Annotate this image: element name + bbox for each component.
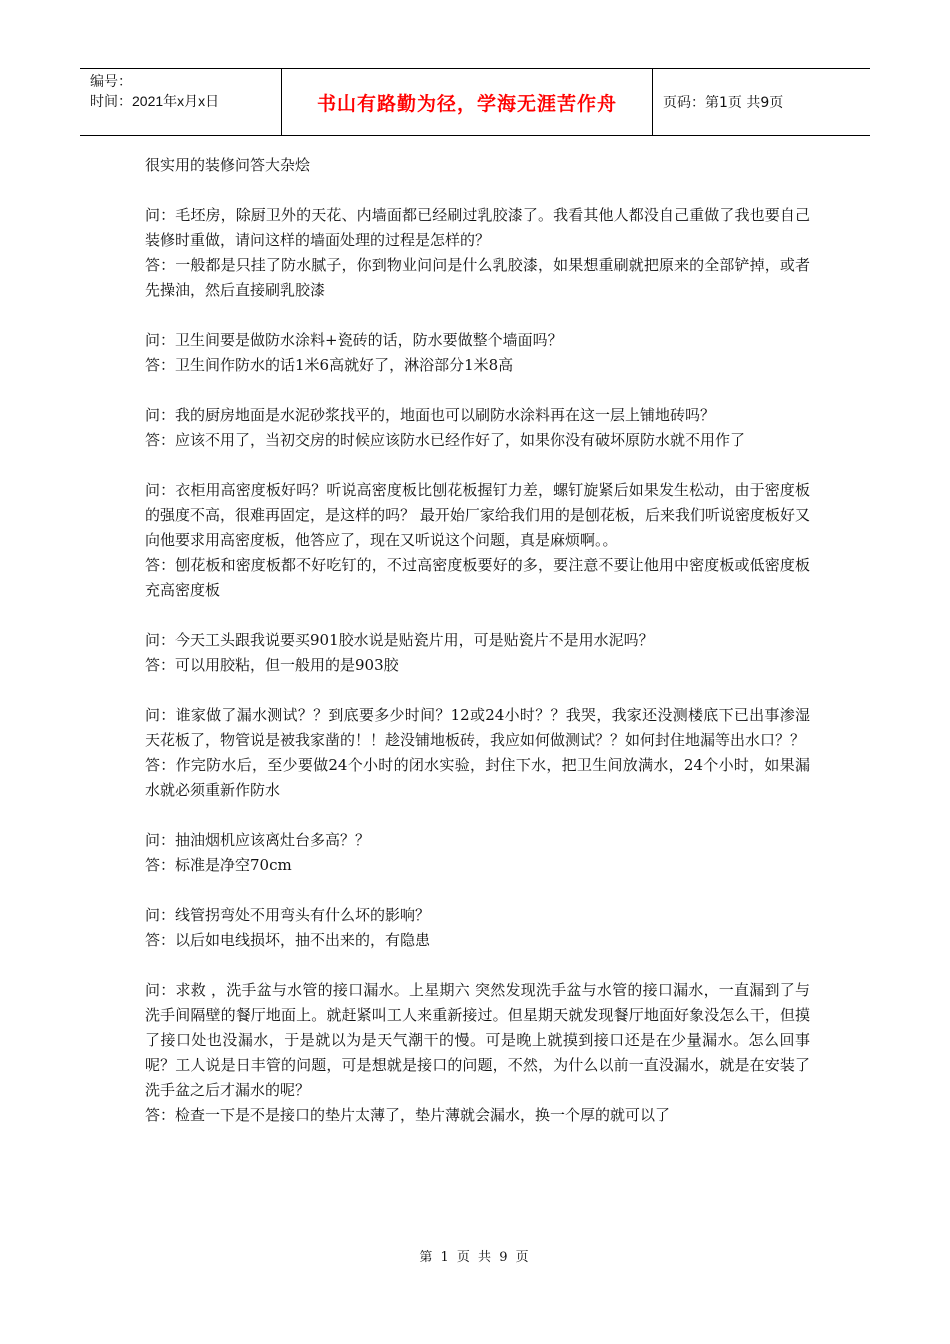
answer: 答：刨花板和密度板都不好吃钉的，不过高密度板要好的多，要注意不要让他用中密度板或低密度板充高密度板 bbox=[145, 556, 810, 599]
time-label: 时间：2021年x月x日 bbox=[90, 93, 220, 109]
document-body bbox=[145, 153, 810, 1153]
number-label: 编号： bbox=[90, 73, 132, 89]
qa-item bbox=[145, 903, 810, 953]
answer: 答：卫生间作防水的话1米6高就好了，淋浴部分1米8高 bbox=[145, 356, 514, 374]
qa-item bbox=[145, 703, 810, 803]
qa-item bbox=[145, 478, 810, 603]
qa-item bbox=[145, 403, 810, 453]
header-left-cell bbox=[80, 69, 281, 135]
answer: 答：可以用胶粘，但一般用的是903胶 bbox=[145, 656, 399, 674]
answer: 答：标准是净空70cm bbox=[145, 856, 292, 874]
header-table bbox=[80, 68, 870, 136]
question: 问：抽油烟机应该离灶台多高？？ bbox=[145, 831, 371, 849]
doc-title: 很实用的装修问答大杂烩 bbox=[145, 156, 311, 174]
question: 问：卫生间要是做防水涂料+瓷砖的话，防水要做整个墙面吗？ bbox=[145, 331, 563, 349]
question: 问：衣柜用高密度板好吗？听说高密度板比刨花板握钉力差，螺钉旋紧后如果发生松动，由于密度板的强度不高，很难再固定，是这样的吗？ 最开始厂家给我们用的是刨花板，后来我们听说密度板好又向他要求用高密度板，他答应了，现在又听说这个问题，真是麻烦啊。。 bbox=[145, 481, 810, 549]
answer: 答：应该不用了，当初交房的时候应该防水已经作好了，如果你没有破坏原防水就不用作了 bbox=[145, 431, 746, 449]
answer: 答：一般都是只挂了防水腻子，你到物业问问是什么乳胶漆，如果想重刷就把原来的全部铲掉，或者先操油，然后直接刷乳胶漆 bbox=[145, 256, 810, 299]
question: 问：今天工头跟我说要买901胶水说是贴瓷片用，可是贴瓷片不是用水泥吗？ bbox=[145, 631, 654, 649]
qa-item bbox=[145, 628, 810, 678]
qa-item bbox=[145, 328, 810, 378]
question: 问：谁家做了漏水测试？？到底要多少时间？12或24小时？？我哭，我家还没测楼底下已出事渗湿天花板了，物管说是被我家凿的！！趁没铺地板砖，我应如何做测试？？如何封住地漏等出水口？？ bbox=[145, 706, 810, 749]
question: 问：求救 ，洗手盆与水管的接口漏水。上星期六 突然发现洗手盆与水管的接口漏水，一直漏到了与洗手间隔壁的餐厅地面上。就赶紧叫工人来重新接过。但星期天就发现餐厅地面好象没怎么干，但摸了接口处也没漏水，于是就以为是天气潮干的慢。可是晚上就摸到接口还是在少量漏水。怎么回事呢？工人说是日丰管的问题，可是想就是接口的问题，不然，为什么以前一直没漏水，就是在安装了洗手盆之后才漏水的呢？ bbox=[145, 981, 810, 1099]
page-footer: 第 1 页 共 9 页 bbox=[419, 1250, 531, 1265]
question: 问：毛坯房，除厨卫外的天花、内墙面都已经刷过乳胶漆了。我看其他人都没自己重做了我也要自己装修时重做，请问这样的墙面处理的过程是怎样的？ bbox=[145, 206, 810, 249]
qa-item bbox=[145, 828, 810, 878]
page-info: 页码：第1页 共9页 bbox=[663, 95, 784, 111]
answer: 答：作完防水后，至少要做24个小时的闭水实验，封住下水，把卫生间放满水，24个小时，如果漏水就必须重新作防水 bbox=[145, 756, 810, 799]
question: 问：我的厨房地面是水泥砂浆找平的，地面也可以刷防水涂料再在这一层上铺地砖吗？ bbox=[145, 406, 716, 424]
answer: 答：检查一下是不是接口的垫片太薄了，垫片薄就会漏水，换一个厚的就可以了 bbox=[145, 1106, 671, 1124]
motto: 书山有路勤为径，学海无涯苦作舟 bbox=[281, 69, 653, 135]
question: 问：线管拐弯处不用弯头有什么坏的影响？ bbox=[145, 906, 431, 924]
answer: 答：以后如电线损坏，抽不出来的，有隐患 bbox=[145, 931, 431, 949]
qa-item bbox=[145, 203, 810, 303]
qa-item bbox=[145, 978, 810, 1128]
